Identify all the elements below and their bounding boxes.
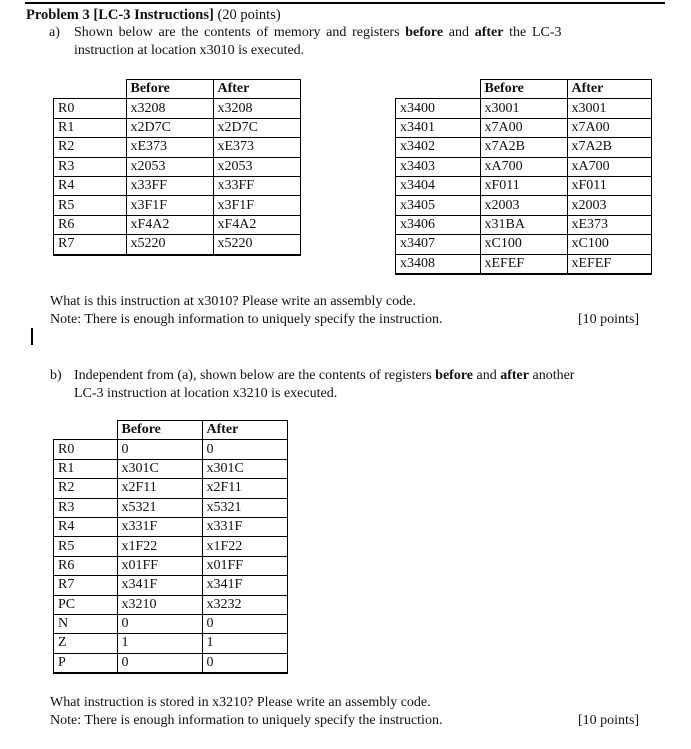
before-value: 1 <box>117 634 202 653</box>
memory-row <box>396 176 652 195</box>
register-row <box>54 157 301 176</box>
part-b-question: What instruction is stored in x3210? Please write an assembly code. <box>50 695 431 710</box>
after-value: xEFEF <box>567 254 651 274</box>
row-label: R3 <box>54 157 127 176</box>
before-value: xE373 <box>126 138 213 157</box>
part-a-points: [10 points] <box>578 312 640 327</box>
row-label: R4 <box>54 176 127 195</box>
part-a-memory-table <box>395 79 652 275</box>
row-label: R0 <box>54 440 118 459</box>
row-label: R7 <box>54 576 118 595</box>
register-row <box>54 537 288 556</box>
row-label: R5 <box>54 196 127 215</box>
before-value: x7A2B <box>480 138 567 157</box>
part-a-label: a) <box>49 25 60 40</box>
before-value: x01FF <box>117 556 202 575</box>
after-value: xE373 <box>567 215 651 234</box>
before-value: x3F1F <box>126 196 213 215</box>
column-header-before: Before <box>480 80 567 99</box>
before-value: x2053 <box>126 157 213 176</box>
memory-row <box>396 118 652 137</box>
before-value: x341F <box>117 576 202 595</box>
row-label: x3407 <box>396 235 481 254</box>
row-label: x3402 <box>396 138 481 157</box>
row-label: x3403 <box>396 157 481 176</box>
after-value: x301C <box>202 459 287 478</box>
row-label: x3401 <box>396 118 481 137</box>
row-label: x3408 <box>396 254 481 274</box>
register-row <box>54 99 301 118</box>
part-b-register-table <box>53 420 288 674</box>
before-value: xEFEF <box>480 254 567 274</box>
column-header-before: Before <box>126 80 213 99</box>
after-value: x3F1F <box>213 196 300 215</box>
part-b-intro-line2: LC-3 instruction at location x3210 is executed. <box>74 386 338 401</box>
before-value: x2003 <box>480 196 567 215</box>
row-label: R0 <box>54 99 127 118</box>
row-label: R7 <box>54 235 127 255</box>
after-value: 1 <box>202 634 287 653</box>
before-value: x3001 <box>480 99 567 118</box>
problem-heading <box>26 7 281 24</box>
row-label: R2 <box>54 479 118 498</box>
row-label: R6 <box>54 215 127 234</box>
memory-row <box>396 235 652 254</box>
row-label: x3404 <box>396 176 481 195</box>
after-value: x2F11 <box>202 479 287 498</box>
before-value: x3210 <box>117 595 202 614</box>
register-row <box>54 576 288 595</box>
row-label: R6 <box>54 556 118 575</box>
register-row <box>54 440 288 459</box>
row-label: N <box>54 614 118 633</box>
after-value: xA700 <box>567 157 651 176</box>
top-rule <box>25 2 665 4</box>
row-label: R4 <box>54 517 118 536</box>
part-a-intro-line1: Shown below are the contents of memory and registers before and after the LC-3 <box>74 25 562 40</box>
row-label: R2 <box>54 138 127 157</box>
after-value: 0 <box>202 440 287 459</box>
register-row <box>54 176 301 195</box>
part-b-points: [10 points] <box>578 713 640 728</box>
memory-row <box>396 157 652 176</box>
after-value: x3001 <box>567 99 651 118</box>
row-label: x3406 <box>396 215 481 234</box>
before-value: xA700 <box>480 157 567 176</box>
register-row <box>54 215 301 234</box>
row-label: R3 <box>54 498 118 517</box>
after-value: xE373 <box>213 138 300 157</box>
column-header-after: After <box>202 421 287 440</box>
register-row <box>54 235 301 255</box>
after-value: x3208 <box>213 99 300 118</box>
before-value: x301C <box>117 459 202 478</box>
memory-row <box>396 215 652 234</box>
after-value: x331F <box>202 517 287 536</box>
part-b-intro-line1: Independent from (a), shown below are the contents of registers before and after another <box>74 368 575 383</box>
register-row <box>54 634 288 653</box>
after-value: x7A2B <box>567 138 651 157</box>
register-row <box>54 517 288 536</box>
register-row <box>54 498 288 517</box>
memory-row <box>396 254 652 274</box>
before-value: x7A00 <box>480 118 567 137</box>
memory-row <box>396 196 652 215</box>
row-label: P <box>54 653 118 673</box>
before-value: x5321 <box>117 498 202 517</box>
register-row <box>54 459 288 478</box>
text-cursor <box>31 328 33 345</box>
after-value: x341F <box>202 576 287 595</box>
after-value: x1F22 <box>202 537 287 556</box>
register-row <box>54 556 288 575</box>
after-value: x7A00 <box>567 118 651 137</box>
register-row <box>54 614 288 633</box>
after-value: x2D7C <box>213 118 300 137</box>
column-header-after: After <box>567 80 651 99</box>
part-a-note: Note: There is enough information to uniquely specify the instruction. <box>50 312 443 327</box>
register-row <box>54 479 288 498</box>
before-value: 0 <box>117 653 202 673</box>
row-label: Z <box>54 634 118 653</box>
memory-row <box>396 99 652 118</box>
register-row <box>54 138 301 157</box>
problem-points: (20 points) <box>217 7 281 23</box>
after-value: x2053 <box>213 157 300 176</box>
before-value: 0 <box>117 440 202 459</box>
before-value: xF4A2 <box>126 215 213 234</box>
after-value: x5321 <box>202 498 287 517</box>
before-value: x331F <box>117 517 202 536</box>
after-value: x2003 <box>567 196 651 215</box>
part-a-question: What is this instruction at x3010? Please write an assembly code. <box>50 294 416 309</box>
after-value: x3232 <box>202 595 287 614</box>
memory-row <box>396 138 652 157</box>
before-value: x31BA <box>480 215 567 234</box>
before-value: 0 <box>117 614 202 633</box>
row-label: PC <box>54 595 118 614</box>
before-value: xF011 <box>480 176 567 195</box>
row-label: R1 <box>54 459 118 478</box>
after-value: 0 <box>202 653 287 673</box>
after-value: xC100 <box>567 235 651 254</box>
part-a-register-table <box>53 79 301 256</box>
after-value: x5220 <box>213 235 300 255</box>
row-label: x3405 <box>396 196 481 215</box>
before-value: xC100 <box>480 235 567 254</box>
register-row <box>54 118 301 137</box>
before-value: x5220 <box>126 235 213 255</box>
register-row <box>54 595 288 614</box>
register-row <box>54 653 288 673</box>
after-value: xF011 <box>567 176 651 195</box>
part-b-note: Note: There is enough information to uniquely specify the instruction. <box>50 713 443 728</box>
part-a-intro-line2: instruction at location x3010 is executed. <box>74 43 305 58</box>
after-value: 0 <box>202 614 287 633</box>
row-label: R1 <box>54 118 127 137</box>
row-label: x3400 <box>396 99 481 118</box>
column-header-after: After <box>213 80 300 99</box>
before-value: x33FF <box>126 176 213 195</box>
before-value: x1F22 <box>117 537 202 556</box>
part-b-label: b) <box>50 368 62 383</box>
before-value: x3208 <box>126 99 213 118</box>
row-label: R5 <box>54 537 118 556</box>
after-value: x33FF <box>213 176 300 195</box>
after-value: xF4A2 <box>213 215 300 234</box>
before-value: x2F11 <box>117 479 202 498</box>
register-row <box>54 196 301 215</box>
before-value: x2D7C <box>126 118 213 137</box>
after-value: x01FF <box>202 556 287 575</box>
problem-title: Problem 3 [LC-3 Instructions] <box>26 7 214 23</box>
column-header-before: Before <box>117 421 202 440</box>
